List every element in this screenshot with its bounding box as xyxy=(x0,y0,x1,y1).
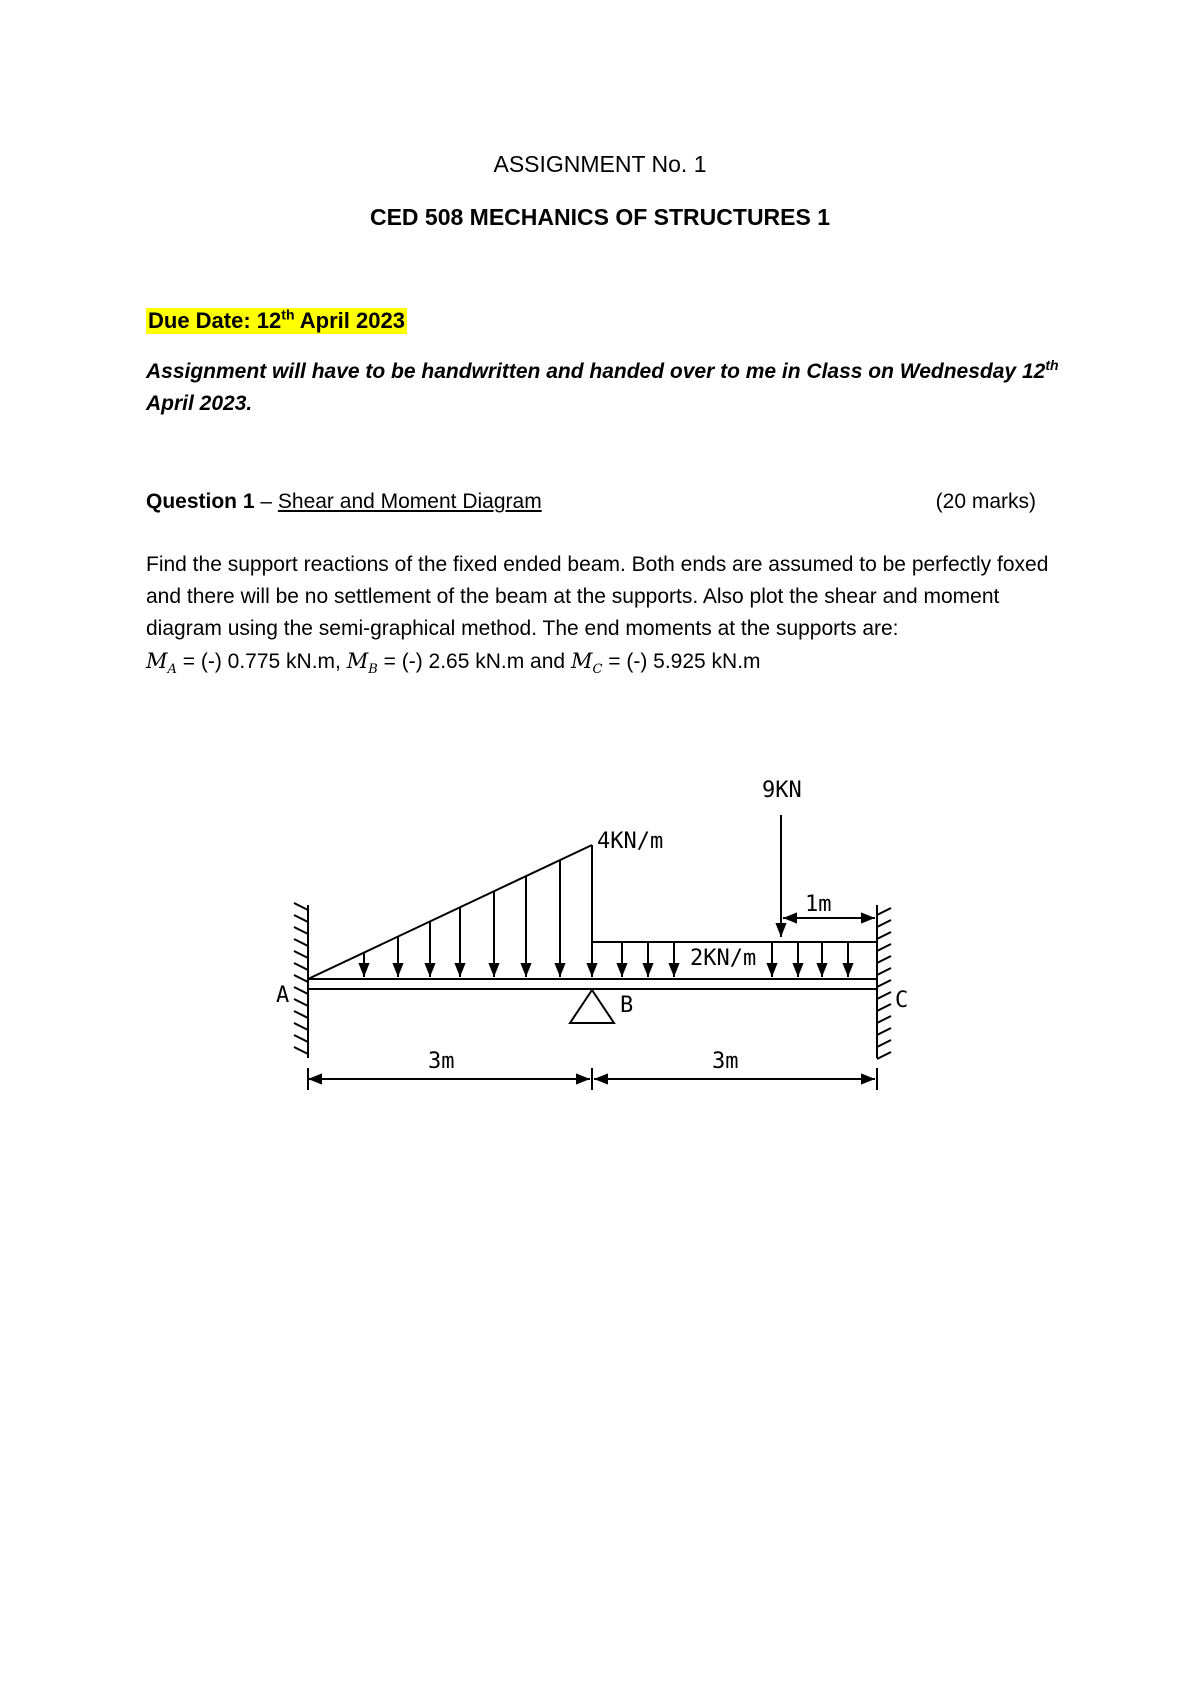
due-date-sup: th xyxy=(281,306,295,323)
triangular-load-arrows xyxy=(364,860,592,977)
label-b: B xyxy=(620,993,634,1018)
span-dimension xyxy=(308,1068,877,1090)
question-dash: – xyxy=(254,490,278,513)
label-a: A xyxy=(276,983,290,1008)
moment-c-symbol: $M_C$ xyxy=(570,649,603,678)
label-span-bc: 3m xyxy=(712,1049,739,1074)
pin-support-b xyxy=(570,990,614,1023)
question-topic: Shear and Moment Diagram xyxy=(277,490,542,513)
label-4kn-m: 4KN/m xyxy=(597,829,664,854)
moment-a-symbol: $M_A$ xyxy=(146,649,177,678)
instructions-text-end: April 2023. xyxy=(146,392,253,415)
label-1m: 1m xyxy=(805,892,832,917)
fixed-support-a xyxy=(294,903,308,1058)
moment-a-value: = (-) 0.775 kN.m, xyxy=(176,650,347,673)
question-label: Question 1 xyxy=(146,490,255,513)
fixed-support-c xyxy=(877,905,891,1059)
label-2kn-m: 2KN/m xyxy=(690,946,757,971)
instructions-sup: th xyxy=(1045,357,1059,373)
question-marks: (20 marks) xyxy=(935,490,1036,513)
triangular-load xyxy=(308,845,592,979)
course-title: CED 508 MECHANICS OF STRUCTURES 1 xyxy=(369,204,831,230)
beam xyxy=(308,979,877,989)
label-c: C xyxy=(895,988,909,1013)
moment-c-value: = (-) 5.925 kN.m xyxy=(602,650,761,673)
instructions-text: Assignment will have to be handwritten and handed over to me in Class on Wednesday 12 xyxy=(146,360,1046,383)
assignment-title: ASSIGNMENT No. 1 xyxy=(493,151,707,177)
due-date-rest: April 2023 xyxy=(294,308,405,333)
due-date-label: Due Date: 12 xyxy=(148,308,282,333)
question-body-text: Find the support reactions of the fixed ended beam. Both ends are assumed to be perfectly foxed and there will be no settlement of the beam at the supports. Also plot the shear and moment diagram using the semi-graphical method. The end moments at the supports are: xyxy=(146,553,1049,640)
moment-b-symbol: $M_B$ xyxy=(346,649,378,678)
moment-b-value: = (-) 2.65 kN.m and xyxy=(377,650,571,673)
label-9kn: 9KN xyxy=(762,778,802,803)
label-span-ab: 3m xyxy=(428,1049,455,1074)
